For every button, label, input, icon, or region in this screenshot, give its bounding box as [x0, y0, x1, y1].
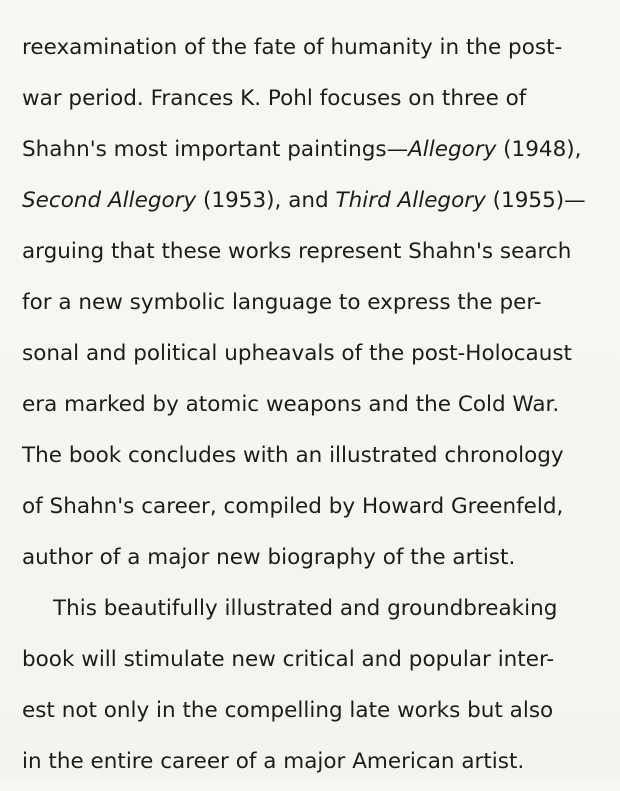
text-line: of Shahn's career, compiled by Howard Greenfeld, [22, 494, 564, 519]
text-line: est not only in the compelling late works but also [22, 698, 554, 723]
text-line: war period. Frances K. Pohl focuses on three of [22, 86, 527, 111]
text-line: This beautifully illustrated and groundbreaking [53, 596, 558, 621]
artwork-title-third-allegory: Third Allegory [335, 188, 486, 213]
text-line: author of a major new biography of the artist. [22, 545, 516, 570]
text-line: book will stimulate new critical and popular inter- [22, 647, 555, 672]
text-segment: (1953), and [196, 188, 336, 213]
artwork-title-second-allegory: Second Allegory [22, 188, 197, 213]
text-line: arguing that these works represent Shahn's search [22, 239, 572, 264]
text-line: reexamination of the fate of humanity in the post- [22, 35, 563, 60]
artwork-title-allegory: Allegory [408, 137, 497, 162]
text-line: sonal and political upheavals of the post-Holocaust [22, 341, 572, 366]
text-line: The book concludes with an illustrated chronology [22, 443, 564, 468]
text-segment: (1948), [496, 137, 582, 162]
text-line: for a new symbolic language to express the per- [22, 290, 542, 315]
text-segment: (1955)— [485, 188, 586, 213]
paragraph-2 [22, 587, 612, 791]
text-line: in the entire career of a major American artist. [22, 749, 525, 774]
text-line: era marked by atomic weapons and the Cold War. [22, 392, 560, 417]
text-segment: Shahn's most important paintings— [22, 137, 409, 162]
paragraph-1 [22, 26, 612, 587]
body-text [22, 26, 612, 791]
text-line [22, 128, 612, 179]
text-line [22, 179, 612, 230]
